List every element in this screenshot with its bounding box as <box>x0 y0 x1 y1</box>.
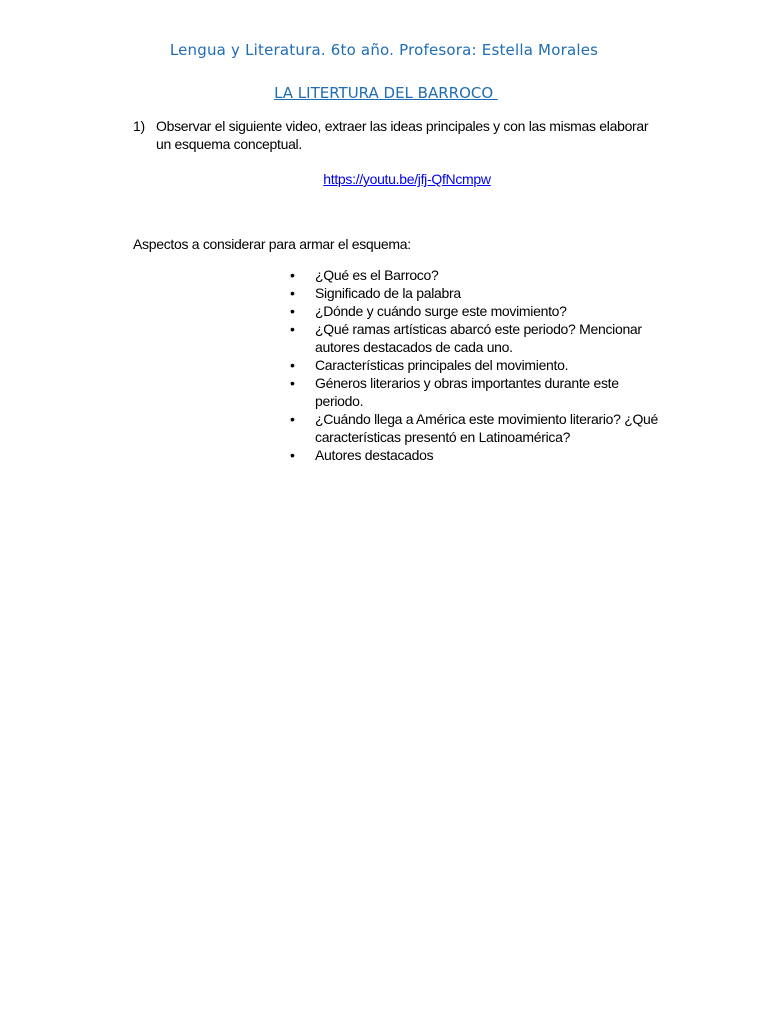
video-link[interactable]: https://youtu.be/jfj-QfNcmpw <box>323 171 491 187</box>
list-item <box>290 356 670 374</box>
list-item-text: ¿Cuándo llega a América este movimiento literario? ¿Qué características presentó en Latinoamérica? <box>315 411 659 445</box>
list-item <box>290 320 670 356</box>
aspects-intro: Aspectos a considerar para armar el esquema: <box>133 236 411 252</box>
list-item <box>290 410 670 446</box>
instruction-text: Observar el siguiente video, extraer las ideas principales y con las mismas elaborar un esquema conceptual. <box>156 118 649 152</box>
list-item-text: Características principales del movimiento. <box>315 357 569 373</box>
bullet-icon: • <box>290 411 295 427</box>
list-item <box>290 302 670 320</box>
list-item-text: ¿Qué ramas artísticas abarcó este periodo? Mencionar autores destacados de cada uno. <box>315 321 642 355</box>
instruction-number: 1) <box>133 118 145 134</box>
list-item-text: ¿Qué es el Barroco? <box>315 267 439 283</box>
list-item <box>290 284 670 302</box>
bullet-icon: • <box>290 267 295 283</box>
bullet-icon: • <box>290 285 295 301</box>
bullet-icon: • <box>290 357 295 373</box>
list-item-text: Significado de la palabra <box>315 285 461 301</box>
list-item <box>290 266 670 284</box>
bullet-icon: • <box>290 447 295 463</box>
document-title: LA LITERTURA DEL BARROCO <box>274 84 498 102</box>
list-item-text: Géneros literarios y obras importantes durante este periodo. <box>315 375 619 409</box>
list-item <box>290 374 670 410</box>
aspects-list <box>290 266 670 464</box>
bullet-icon: • <box>290 303 295 319</box>
bullet-icon: • <box>290 375 295 391</box>
list-item-text: ¿Dónde y cuándo surge este movimiento? <box>315 303 567 319</box>
bullet-icon: • <box>290 321 295 337</box>
page-header-title: Lengua y Literatura. 6to año. Profesora: Estella Morales <box>169 41 599 59</box>
instruction-item-1 <box>133 117 663 153</box>
list-item-text: Autores destacados <box>315 447 434 463</box>
list-item <box>290 446 670 464</box>
